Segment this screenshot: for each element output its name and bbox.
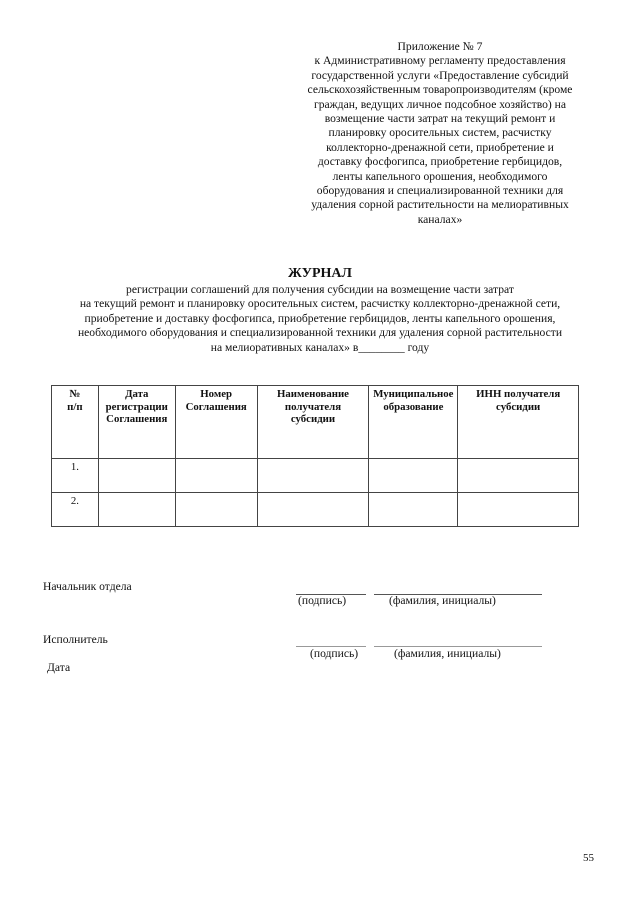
column-header-registration-date: Дата регистрации Соглашения	[98, 386, 175, 459]
table-cell	[257, 459, 369, 493]
table-cell	[98, 459, 175, 493]
table-cell	[98, 493, 175, 527]
appendix-line: каналах»	[417, 212, 463, 226]
column-header-inn: ИНН получателя субсидии	[458, 386, 579, 459]
column-header-recipient-name: Наименование получателя субсидии	[257, 386, 369, 459]
subtitle-line: приобретение и доставку фосфогипса, приобретение гербицидов, ленты капельного орошения,	[84, 311, 556, 325]
subtitle-line: на мелиоративных каналах» в________ году	[210, 340, 430, 354]
appendix-line: коллекторно-дренажной сети, приобретение и	[326, 140, 554, 154]
head-of-department-label: Начальник отдела	[43, 580, 132, 593]
journal-title: ЖУРНАЛ	[288, 266, 352, 281]
head-name-caption: (фамилия, инициалы)	[389, 594, 496, 607]
column-header-agreement-number: Номер Соглашения	[175, 386, 257, 459]
appendix-line: доставку фосфогипса, приобретение гербицидов,	[317, 155, 563, 169]
subtitle-line: на текущий ремонт и планировку оросительных систем, расчистку коллекторно-дренажной сети,	[79, 297, 561, 311]
appendix-line: Приложение № 7	[397, 40, 483, 53]
subtitle-line: необходимого оборудования и специализированной техники для удаления сорной растительности	[77, 326, 563, 340]
table-cell	[257, 493, 369, 527]
table-cell	[175, 459, 257, 493]
head-signature-caption: (подпись)	[298, 594, 347, 607]
date-label: Дата	[47, 661, 71, 674]
subtitle-line: регистрации соглашений для получения субсидии на возмещение части затрат	[126, 283, 514, 296]
executor-name-caption: (фамилия, инициалы)	[394, 647, 501, 660]
appendix-line: сельскохозяйственным товаропроизводителям (кроме	[307, 83, 573, 97]
table-cell	[458, 493, 579, 527]
journal-subtitle	[20, 283, 620, 355]
appendix-line: государственной услуги «Предоставление субсидий	[311, 68, 569, 82]
table-cell	[175, 493, 257, 527]
column-header-municipality: Муниципальное образование	[369, 386, 458, 459]
appendix-line: ленты капельного орошения, необходимого	[332, 169, 548, 183]
appendix-line: к Административному регламенту предоставления	[314, 54, 566, 68]
page-number: 55	[583, 852, 594, 864]
column-header-number: № п/п	[52, 386, 99, 459]
executor-label: Исполнитель	[43, 633, 108, 646]
registration-table	[51, 385, 579, 527]
executor-signature-caption: (подпись)	[310, 647, 359, 660]
table-row	[52, 459, 579, 493]
appendix-line: оборудования и специализированной техники для	[316, 184, 564, 198]
table-cell: 1.	[52, 459, 99, 493]
table-cell	[369, 459, 458, 493]
table-row	[52, 493, 579, 527]
table-cell	[369, 493, 458, 527]
appendix-line: удаления сорной растительности на мелиоративных	[311, 198, 569, 212]
appendix-line: возмещение части затрат на текущий ремонт и	[324, 112, 556, 126]
appendix-line: планировку оросительных систем, расчистку	[328, 126, 552, 140]
table-cell	[458, 459, 579, 493]
table-cell: 2.	[52, 493, 99, 527]
table-header-row	[52, 386, 579, 459]
appendix-header	[262, 40, 618, 227]
appendix-line: граждан, ведущих личное подсобное хозяйство) на	[313, 97, 567, 111]
